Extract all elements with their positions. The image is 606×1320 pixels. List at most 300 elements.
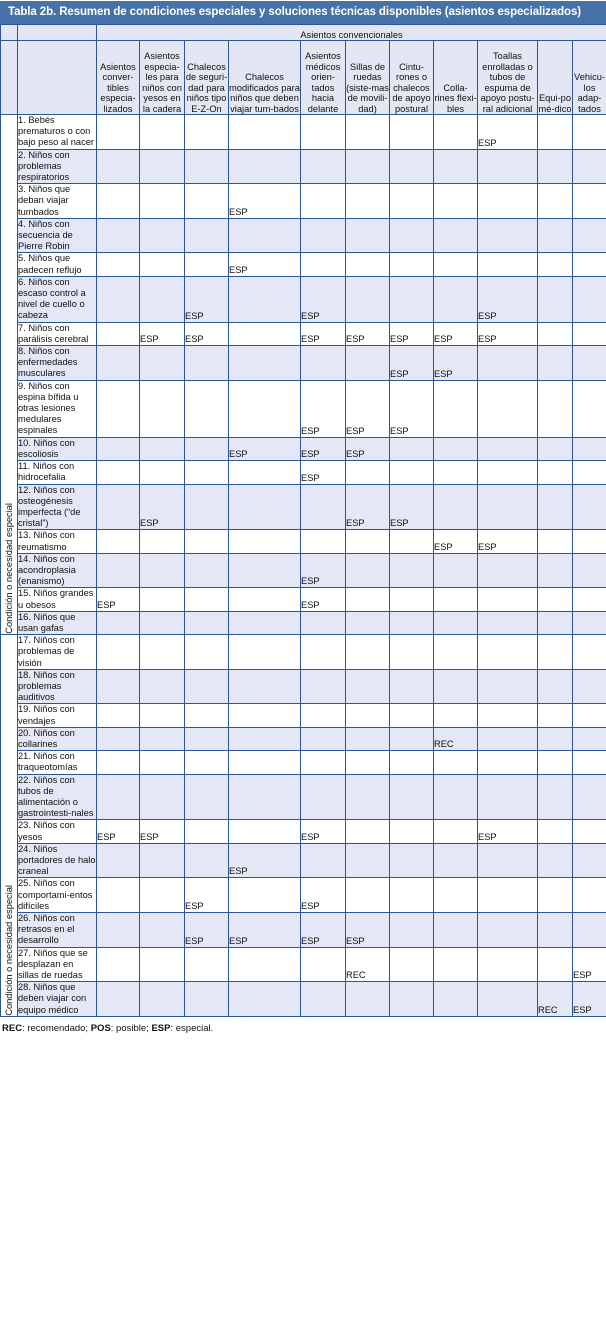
- cell-empty: [185, 704, 229, 727]
- cell-empty: [434, 669, 478, 704]
- row-label: 5. Niños que padecen reflujo: [18, 253, 97, 276]
- row-label: 13. Niños con reumatismo: [18, 530, 97, 553]
- cell-empty: [140, 553, 185, 588]
- cell-marker-rec: REC: [538, 982, 573, 1017]
- cell-marker-esp: ESP: [478, 530, 538, 553]
- table-row: [1, 184, 606, 219]
- cell-empty: [573, 704, 606, 727]
- cell-empty: [538, 437, 573, 460]
- cell-empty: [185, 588, 229, 611]
- cell-empty: [97, 704, 140, 727]
- row-label: 18. Niños con problemas auditivos: [18, 669, 97, 704]
- cell-empty: [185, 461, 229, 484]
- cell-marker-esp: ESP: [229, 253, 301, 276]
- cell-empty: [346, 982, 390, 1017]
- row-label: 12. Niños con osteogénesis imperfecta (“de cristal”): [18, 484, 97, 530]
- table-title: Tabla 2b. Resumen de condiciones especiales y soluciones técnicas disponibles (asientos especializados): [0, 0, 606, 24]
- cell-marker-esp: ESP: [346, 322, 390, 345]
- cell-marker-esp: ESP: [478, 322, 538, 345]
- cell-marker-esp: ESP: [229, 843, 301, 878]
- cell-marker-esp: ESP: [301, 461, 346, 484]
- cell-empty: [140, 751, 185, 774]
- cell-empty: [390, 704, 434, 727]
- cell-empty: [301, 704, 346, 727]
- cell-empty: [346, 820, 390, 843]
- cell-marker-esp: ESP: [140, 484, 185, 530]
- cell-empty: [390, 437, 434, 460]
- cell-empty: [478, 461, 538, 484]
- cell-empty: [301, 484, 346, 530]
- cell-empty: [573, 115, 606, 150]
- cell-empty: [185, 253, 229, 276]
- cell-marker-esp: ESP: [97, 820, 140, 843]
- cell-empty: [478, 878, 538, 913]
- cell-empty: [538, 704, 573, 727]
- header-corner-axis: [1, 25, 18, 41]
- cell-empty: [538, 184, 573, 219]
- cell-empty: [434, 635, 478, 670]
- cell-empty: [478, 149, 538, 184]
- column-header-1: Asientos conver-tibles especia-lizados: [97, 41, 140, 115]
- cell-empty: [229, 704, 301, 727]
- cell-empty: [573, 669, 606, 704]
- cell-empty: [229, 982, 301, 1017]
- cell-empty: [346, 115, 390, 150]
- cell-empty: [185, 947, 229, 982]
- cell-empty: [140, 774, 185, 820]
- column-header-4: Chalecos modificados para niños que deben viajar tum-bados: [229, 41, 301, 115]
- cell-empty: [97, 322, 140, 345]
- table-row: [1, 820, 606, 843]
- cell-empty: [390, 184, 434, 219]
- cell-empty: [478, 588, 538, 611]
- cell-empty: [140, 843, 185, 878]
- cell-marker-esp: ESP: [301, 380, 346, 437]
- table-row: [1, 982, 606, 1017]
- cell-empty: [346, 751, 390, 774]
- cell-empty: [346, 346, 390, 381]
- cell-empty: [140, 878, 185, 913]
- cell-marker-esp: ESP: [390, 346, 434, 381]
- column-header-11: Vehicu-los adap-tados: [573, 41, 606, 115]
- cell-empty: [478, 437, 538, 460]
- cell-empty: [434, 380, 478, 437]
- row-label: 8. Niños con enfermedades musculares: [18, 346, 97, 381]
- cell-empty: [573, 484, 606, 530]
- cell-marker-esp: ESP: [478, 820, 538, 843]
- cell-empty: [573, 774, 606, 820]
- cell-empty: [434, 704, 478, 727]
- legend-rec-value: : recomendado;: [22, 1022, 91, 1034]
- cell-marker-esp: ESP: [434, 346, 478, 381]
- cell-empty: [573, 611, 606, 634]
- cell-empty: [478, 774, 538, 820]
- cell-empty: [97, 774, 140, 820]
- cell-empty: [390, 611, 434, 634]
- cell-empty: [97, 218, 140, 253]
- cell-empty: [301, 635, 346, 670]
- cell-empty: [434, 149, 478, 184]
- cell-empty: [301, 843, 346, 878]
- cell-marker-esp: ESP: [301, 588, 346, 611]
- cell-empty: [573, 553, 606, 588]
- table-row: [1, 530, 606, 553]
- cell-empty: [185, 774, 229, 820]
- cell-empty: [538, 947, 573, 982]
- cell-empty: [185, 437, 229, 460]
- cell-empty: [140, 611, 185, 634]
- cell-empty: [434, 913, 478, 948]
- cell-empty: [346, 253, 390, 276]
- table-row: [1, 843, 606, 878]
- cell-empty: [140, 115, 185, 150]
- cell-empty: [538, 553, 573, 588]
- cell-empty: [538, 843, 573, 878]
- table-row: [1, 913, 606, 948]
- cell-empty: [573, 380, 606, 437]
- cell-marker-esp: ESP: [229, 437, 301, 460]
- column-header-6: Sillas de ruedas (siste-mas de movili-dad): [346, 41, 390, 115]
- row-label: 1. Bebés prematuros o con bajo peso al nacer: [18, 115, 97, 150]
- cell-empty: [538, 380, 573, 437]
- row-label: 28. Niños que deben viajar con equipo médico: [18, 982, 97, 1017]
- cell-empty: [185, 727, 229, 750]
- cell-empty: [97, 635, 140, 670]
- cell-empty: [478, 253, 538, 276]
- row-label: 19. Niños con vendajes: [18, 704, 97, 727]
- row-label: 14. Niños con acondroplasia (enanismo): [18, 553, 97, 588]
- cell-empty: [301, 774, 346, 820]
- cell-empty: [140, 253, 185, 276]
- cell-empty: [185, 553, 229, 588]
- cell-empty: [346, 774, 390, 820]
- cell-empty: [434, 553, 478, 588]
- cell-empty: [140, 913, 185, 948]
- cell-empty: [229, 322, 301, 345]
- cell-empty: [301, 727, 346, 750]
- cell-empty: [140, 380, 185, 437]
- cell-empty: [140, 588, 185, 611]
- cell-marker-esp: ESP: [301, 322, 346, 345]
- cell-empty: [538, 669, 573, 704]
- cell-empty: [185, 611, 229, 634]
- cell-marker-esp: ESP: [478, 115, 538, 150]
- cell-empty: [478, 669, 538, 704]
- cell-empty: [346, 530, 390, 553]
- cell-empty: [478, 843, 538, 878]
- cell-empty: [390, 635, 434, 670]
- cell-empty: [97, 437, 140, 460]
- cell-empty: [434, 843, 478, 878]
- cell-empty: [97, 727, 140, 750]
- table-row: [1, 484, 606, 530]
- cell-empty: [301, 218, 346, 253]
- cell-marker-esp: ESP: [185, 322, 229, 345]
- cell-empty: [229, 461, 301, 484]
- cell-empty: [434, 820, 478, 843]
- cell-empty: [346, 669, 390, 704]
- row-label: 11. Niños con hidrocefalia: [18, 461, 97, 484]
- cell-empty: [140, 276, 185, 322]
- axis-label-text: Condición o necesidad especial: [4, 503, 14, 635]
- cell-empty: [140, 437, 185, 460]
- cell-empty: [301, 346, 346, 381]
- cell-marker-esp: ESP: [390, 322, 434, 345]
- cell-empty: [346, 461, 390, 484]
- cell-marker-esp: ESP: [346, 913, 390, 948]
- cell-marker-esp: ESP: [301, 820, 346, 843]
- table-legend: [0, 1017, 606, 1039]
- cell-empty: [97, 843, 140, 878]
- table-row: [1, 774, 606, 820]
- cell-empty: [538, 820, 573, 843]
- cell-empty: [97, 380, 140, 437]
- cell-empty: [434, 461, 478, 484]
- table-row: [1, 635, 606, 670]
- cell-marker-esp: ESP: [185, 276, 229, 322]
- cell-empty: [538, 461, 573, 484]
- cell-empty: [185, 218, 229, 253]
- cell-empty: [185, 346, 229, 381]
- cell-empty: [573, 461, 606, 484]
- cell-empty: [140, 346, 185, 381]
- cell-empty: [229, 751, 301, 774]
- cell-empty: [185, 820, 229, 843]
- cell-empty: [229, 774, 301, 820]
- header-corner-axis-2: [1, 41, 18, 115]
- table-row: [1, 149, 606, 184]
- cell-empty: [573, 149, 606, 184]
- cell-empty: [573, 727, 606, 750]
- column-header-7: Cintu-rones o chalecos de apoyo postural: [390, 41, 434, 115]
- column-header-3: Chalecos de seguri-dad para niños tipo E-Z-On: [185, 41, 229, 115]
- cell-empty: [229, 218, 301, 253]
- cell-empty: [229, 878, 301, 913]
- cell-marker-esp: ESP: [301, 437, 346, 460]
- cell-empty: [229, 484, 301, 530]
- cell-empty: [97, 669, 140, 704]
- row-label: 27. Niños que se desplazan en sillas de ruedas: [18, 947, 97, 982]
- cell-empty: [390, 913, 434, 948]
- cell-empty: [390, 947, 434, 982]
- cell-empty: [478, 218, 538, 253]
- cell-empty: [97, 276, 140, 322]
- row-label: 2. Niños con problemas respiratorios: [18, 149, 97, 184]
- cell-empty: [538, 276, 573, 322]
- cell-empty: [538, 751, 573, 774]
- column-header-10: Equi-po mé-dico: [538, 41, 573, 115]
- cell-empty: [573, 878, 606, 913]
- cell-empty: [346, 843, 390, 878]
- cell-empty: [434, 947, 478, 982]
- cell-empty: [97, 461, 140, 484]
- cell-empty: [185, 149, 229, 184]
- cell-empty: [229, 820, 301, 843]
- cell-marker-esp: ESP: [229, 913, 301, 948]
- cell-empty: [229, 380, 301, 437]
- cell-empty: [346, 635, 390, 670]
- cell-empty: [478, 727, 538, 750]
- cell-empty: [301, 530, 346, 553]
- cell-empty: [140, 461, 185, 484]
- cell-empty: [538, 115, 573, 150]
- cell-empty: [478, 484, 538, 530]
- group-header-asientos-convencionales: Asientos convencionales: [97, 25, 606, 41]
- row-label: 24. Niños portadores de halo craneal: [18, 843, 96, 877]
- cell-empty: [573, 843, 606, 878]
- cell-marker-esp: ESP: [346, 484, 390, 530]
- cell-empty: [390, 727, 434, 750]
- cell-empty: [390, 878, 434, 913]
- cell-empty: [434, 276, 478, 322]
- cell-empty: [538, 218, 573, 253]
- cell-empty: [229, 553, 301, 588]
- cell-marker-esp: ESP: [301, 553, 346, 588]
- cell-empty: [538, 913, 573, 948]
- cell-empty: [229, 947, 301, 982]
- header-corner-label: [18, 25, 97, 41]
- cell-empty: [390, 751, 434, 774]
- cell-empty: [346, 588, 390, 611]
- group-header-row: [1, 25, 606, 41]
- cell-empty: [229, 727, 301, 750]
- cell-marker-esp: ESP: [478, 276, 538, 322]
- cell-empty: [573, 588, 606, 611]
- column-header-5: Asientos médicos orien-tados hacia delante: [301, 41, 346, 115]
- cell-empty: [390, 669, 434, 704]
- cell-empty: [434, 774, 478, 820]
- cell-empty: [97, 553, 140, 588]
- legend-esp-value: : especial.: [170, 1022, 214, 1034]
- cell-empty: [301, 751, 346, 774]
- cell-empty: [573, 346, 606, 381]
- cell-empty: [140, 218, 185, 253]
- cell-empty: [97, 184, 140, 219]
- cell-empty: [478, 704, 538, 727]
- cell-marker-esp: ESP: [346, 437, 390, 460]
- cell-empty: [185, 669, 229, 704]
- cell-empty: [185, 184, 229, 219]
- cell-marker-esp: ESP: [301, 913, 346, 948]
- cell-marker-esp: ESP: [434, 322, 478, 345]
- cell-empty: [478, 751, 538, 774]
- table-row: [1, 380, 606, 437]
- table-row: [1, 588, 606, 611]
- cell-marker-esp: ESP: [140, 322, 185, 345]
- cell-marker-esp: ESP: [185, 878, 229, 913]
- row-label: 22. Niños con tubos de alimentación o gastrointesti-nales: [18, 774, 97, 820]
- cell-empty: [185, 115, 229, 150]
- cell-empty: [538, 322, 573, 345]
- cell-empty: [140, 727, 185, 750]
- cell-empty: [434, 982, 478, 1017]
- cell-empty: [434, 253, 478, 276]
- cell-empty: [434, 484, 478, 530]
- cell-empty: [346, 704, 390, 727]
- row-label: 25. Niños con comportami-entos difíciles: [18, 878, 97, 913]
- cell-empty: [434, 611, 478, 634]
- table-row: [1, 346, 606, 381]
- cell-empty: [390, 149, 434, 184]
- cell-empty: [229, 115, 301, 150]
- table-row: [1, 553, 606, 588]
- cell-empty: [185, 484, 229, 530]
- cell-empty: [538, 611, 573, 634]
- legend-esp-key: ESP: [151, 1022, 171, 1034]
- cell-empty: [301, 611, 346, 634]
- cell-empty: [346, 727, 390, 750]
- cell-empty: [573, 218, 606, 253]
- table-row: [1, 947, 606, 982]
- cell-empty: [434, 184, 478, 219]
- cell-marker-esp: ESP: [301, 276, 346, 322]
- cell-marker-esp: ESP: [97, 588, 140, 611]
- header-corner-label-2: [18, 41, 97, 115]
- cell-empty: [346, 553, 390, 588]
- cell-empty: [434, 115, 478, 150]
- cell-marker-esp: ESP: [301, 878, 346, 913]
- legend-pos-value: : posible;: [110, 1022, 152, 1034]
- row-label: 9. Niños con espina bífida u otras lesiones medulares espinales: [18, 380, 97, 437]
- column-header-2: Asientos especia-les para niños con yesos en la cadera: [140, 41, 185, 115]
- cell-empty: [390, 588, 434, 611]
- cell-empty: [301, 669, 346, 704]
- cell-empty: [434, 437, 478, 460]
- cell-empty: [573, 253, 606, 276]
- cell-empty: [478, 635, 538, 670]
- table-row: [1, 437, 606, 460]
- row-label: 15. Niños grandes u obesos: [18, 588, 97, 611]
- cell-empty: [573, 322, 606, 345]
- cell-marker-esp: ESP: [390, 484, 434, 530]
- cell-marker-esp: ESP: [185, 913, 229, 948]
- column-header-9: Toallas enrolladas o tubos de espuma de apoyo postu-ral adicional: [478, 41, 538, 115]
- cell-empty: [478, 184, 538, 219]
- cell-empty: [301, 149, 346, 184]
- cell-empty: [185, 982, 229, 1017]
- cell-empty: [573, 913, 606, 948]
- cell-empty: [538, 727, 573, 750]
- cell-empty: [390, 530, 434, 553]
- cell-empty: [390, 115, 434, 150]
- row-label: 7. Niños con parálisis cerebral: [18, 322, 97, 345]
- cell-empty: [573, 437, 606, 460]
- cell-empty: [346, 149, 390, 184]
- cell-marker-esp: ESP: [140, 820, 185, 843]
- cell-empty: [97, 346, 140, 381]
- axis-label-1: [1, 115, 18, 635]
- cell-marker-rec: REC: [346, 947, 390, 982]
- axis-label-text: Condición o necesidad especial: [4, 885, 14, 1016]
- table-header: [1, 25, 606, 115]
- cell-empty: [97, 484, 140, 530]
- table-row: [1, 704, 606, 727]
- cell-empty: [573, 751, 606, 774]
- cell-empty: [390, 982, 434, 1017]
- cell-empty: [538, 774, 573, 820]
- cell-empty: [346, 184, 390, 219]
- cell-empty: [573, 530, 606, 553]
- cell-empty: [301, 253, 346, 276]
- cell-empty: [390, 553, 434, 588]
- cell-empty: [140, 149, 185, 184]
- cell-empty: [301, 982, 346, 1017]
- table-row: [1, 461, 606, 484]
- cell-empty: [229, 149, 301, 184]
- cell-empty: [229, 669, 301, 704]
- cell-empty: [229, 588, 301, 611]
- cell-empty: [390, 461, 434, 484]
